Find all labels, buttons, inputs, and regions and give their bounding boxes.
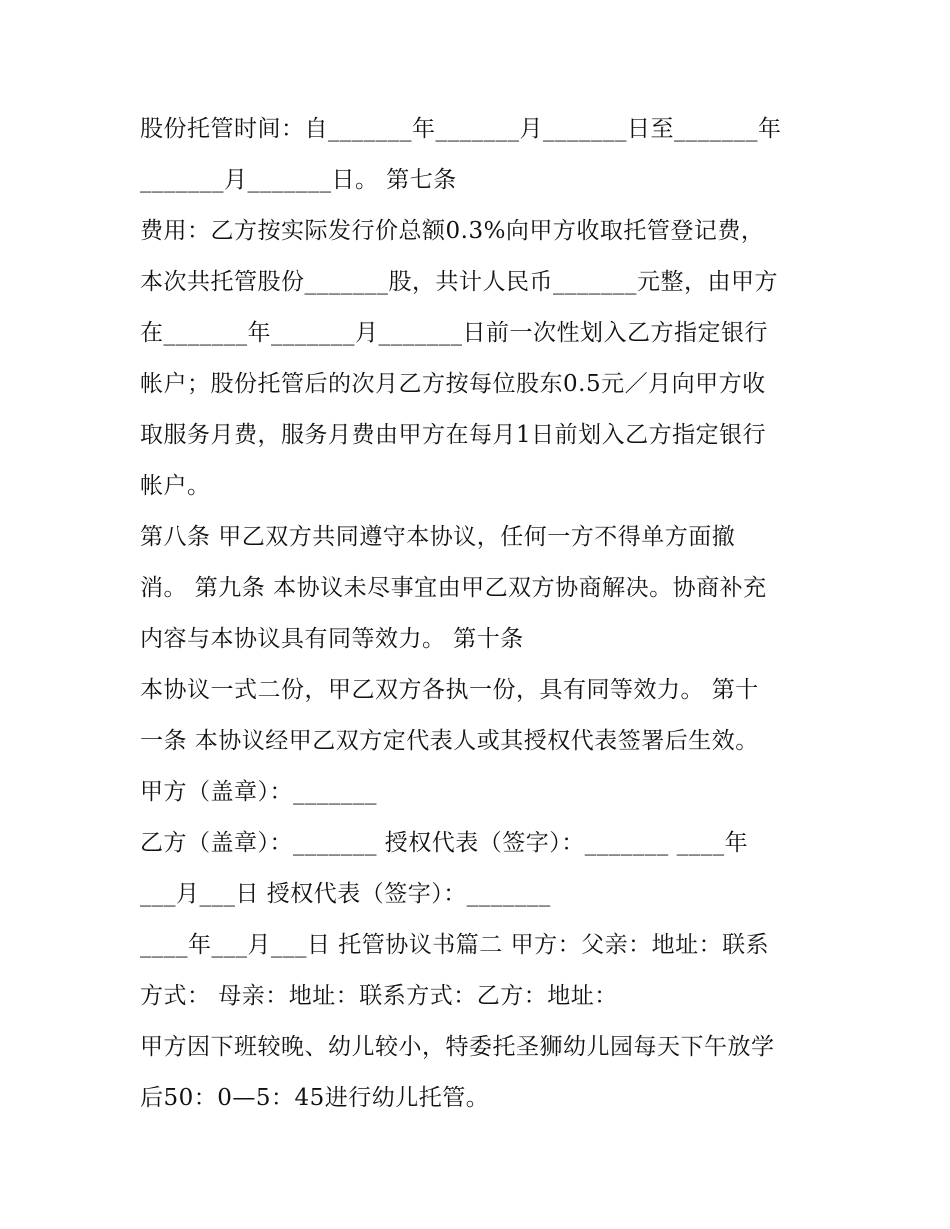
text-line-9: 第八条 甲乙双方共同遵守本协议，任何一方不得单方面撤	[140, 524, 736, 550]
text-line-20: 后50：0—5：45进行幼儿托管。	[140, 1085, 490, 1111]
text-line-12: 本协议一式二份，甲乙双方各执一份，具有同等效力。 第十	[140, 677, 759, 703]
text-line-10: 消。 第九条 本协议未尽事宜由甲乙双方协商解决。协商补充	[140, 575, 767, 601]
text-line-8: 帐户。	[140, 473, 211, 499]
text-line-16: ___月___日 授权代表（签字）：_______	[140, 881, 551, 907]
text-line-14: 甲方（盖章）：_______	[140, 779, 377, 805]
text-line-17: ____年___月___日 托管协议书篇二 甲方：父亲：地址：联系	[140, 932, 770, 958]
text-line-11: 内容与本协议具有同等效力。 第十条	[140, 626, 524, 652]
text-line-18: 方式： 母亲：地址：联系方式：乙方：地址：	[140, 983, 618, 1009]
text-line-2: _______月_______日。 第七条	[140, 167, 457, 193]
text-line-7: 取服务月费，服务月费由甲方在每月1日前划入乙方指定银行	[140, 422, 767, 448]
text-line-15: 乙方（盖章）：_______ 授权代表（签字）：_______ ____年	[140, 830, 749, 856]
text-line-13: 一条 本协议经甲乙双方定代表人或其授权代表签署后生效。	[140, 728, 759, 754]
text-line-6: 帐户；股份托管后的次月乙方按每位股东0.5元／月向甲方收	[140, 371, 766, 397]
text-line-4: 本次共托管股份_______股，共计人民币_______元整，由甲方	[140, 269, 778, 295]
text-line-1: 股份托管时间：自_______年_______月_______日至_______年	[140, 116, 782, 142]
text-line-19: 甲方因下班较晚、幼儿较小，特委托圣狮幼儿园每天下午放学	[140, 1034, 775, 1060]
text-line-3: 费用：乙方按实际发行价总额0.3%向甲方收取托管登记费，	[140, 218, 765, 244]
document-body	[140, 104, 820, 1124]
text-line-5: 在_______年_______月_______日前一次性划入乙方指定银行	[140, 320, 768, 346]
